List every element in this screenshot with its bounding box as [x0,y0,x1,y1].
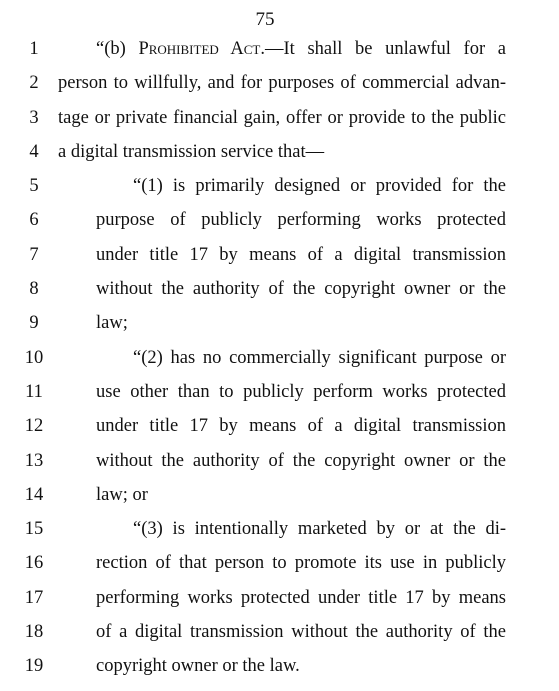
line-text: under title 17 by means of a digital transmission [96,244,506,265]
line-number: 10 [24,347,44,368]
line-number: 8 [29,279,39,300]
line-7 [0,243,559,277]
line-number: 2 [29,73,39,94]
line-number: 16 [24,553,44,574]
line-text: “(1) is primarily designed or provided for the [133,176,506,197]
line-text: purpose of publicly performing works protected [96,210,506,231]
line-text: rection of that person to promote its use in publicly [96,553,506,574]
line-4 [0,140,559,174]
line-14 [0,483,559,517]
line-text: copyright owner or the law. [96,656,300,677]
line-15 [0,517,559,551]
line-number: 5 [29,176,39,197]
line-number: 15 [24,519,44,540]
line-16 [0,551,559,585]
line-13 [0,449,559,483]
line-number: 6 [29,210,39,231]
line-number: 9 [29,313,39,334]
line-9 [0,311,559,345]
line-5 [0,174,559,208]
line-number: 19 [24,656,44,677]
section-heading: Prohibited Act [138,39,261,59]
line-text: law; or [96,484,148,505]
line-number: 17 [24,587,44,608]
line-11 [0,380,559,414]
line-8 [0,277,559,311]
line-number: 3 [29,107,39,128]
line-number: 14 [24,484,44,505]
line-6 [0,208,559,242]
line-2 [0,71,559,105]
numbered-lines [0,37,559,689]
line-number: 11 [25,381,43,402]
line-number: 18 [24,622,44,643]
line-number: 13 [24,450,44,471]
line-text: without the authority of the copyright owner or the [96,450,506,471]
line-text: a digital transmission service that— [58,141,325,162]
line-3 [0,106,559,140]
line-text: of a digital transmission without the authority of the [96,622,506,643]
line-text: person to willfully, and for purposes of commercial advan- [58,73,506,94]
line-text: “(b) Prohibited Act.—It shall be unlawful for a [96,39,506,59]
line-text: law; [96,313,128,334]
line-text: use other than to publicly perform works protected [96,381,506,402]
line-number: 7 [29,244,39,265]
line-text: under title 17 by means of a digital transmission [96,416,506,437]
page-number: 75 [255,9,275,30]
line-1 [0,37,559,71]
line-text: “(2) has no commercially significant purpose or [133,347,506,368]
line-number: 1 [29,39,39,59]
line-17 [0,586,559,620]
line-text: performing works protected under title 17 by means [96,587,506,608]
line-18 [0,620,559,654]
line-text: tage or private financial gain, offer or provide to the public [58,107,506,128]
line-10 [0,346,559,380]
line-number: 12 [24,416,44,437]
line-12 [0,414,559,448]
line-text: without the authority of the copyright owner or the [96,279,506,300]
line-text: “(3) is intentionally marketed by or at the di- [133,519,506,540]
line-19 [0,654,559,688]
line-number: 4 [29,141,39,162]
